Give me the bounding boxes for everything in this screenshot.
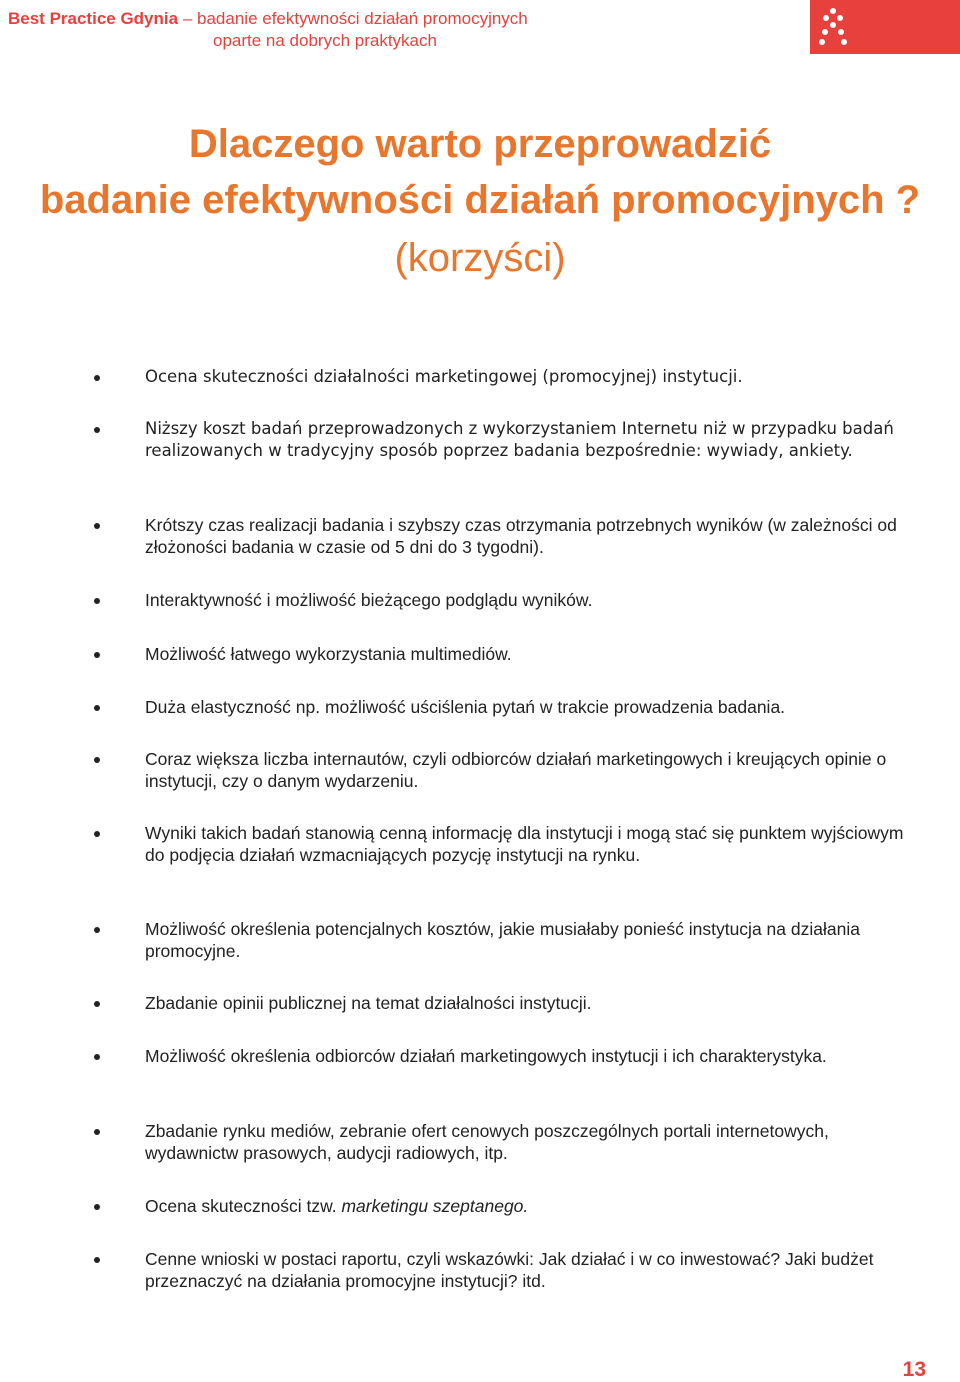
header-brand: Best Practice Gdynia bbox=[8, 9, 179, 28]
bullet-icon bbox=[94, 1001, 100, 1007]
bullet-icon bbox=[94, 927, 100, 933]
bullet-icon bbox=[94, 831, 100, 837]
header-subtitle-line2: oparte na dobrych praktykach bbox=[213, 31, 437, 50]
list-item-text: Cenne wnioski w postaci raportu, czyli wskazówki: Jak działać i w co inwestować? Jaki budżet przeznaczyć na działania promocyjne instytucji? itd. bbox=[145, 1249, 874, 1291]
list-item-text: Zbadanie rynku mediów, zebranie ofert cenowych poszczególnych portali internetowych, wydawnictw prasowych, audycji radiowych, itp. bbox=[145, 1121, 829, 1163]
bullet-icon bbox=[94, 523, 100, 529]
bullet-icon bbox=[94, 375, 100, 381]
list-item-text bbox=[145, 1195, 905, 1217]
bullet-icon bbox=[94, 757, 100, 763]
page-number: 13 bbox=[902, 1358, 926, 1381]
list-item-text: Wyniki takich badań stanowią cenną informację dla instytucji i mogą stać się punktem wyjściowym do podjęcia działań wzmacniających pozycję instytucji na rynku. bbox=[145, 823, 904, 865]
list-item-text: Możliwość określenia odbiorców działań marketingowych instytucji i ich charakterystyka. bbox=[145, 1046, 827, 1066]
page-header bbox=[8, 8, 788, 52]
title-line-1: Dlaczego warto przeprowadzić bbox=[188, 122, 772, 166]
list-item-text: Krótszy czas realizacji badania i szybszy czas otrzymania potrzebnych wyników (w zależności od złożoności badania w czasie od 5 dni do 3 tygodni). bbox=[145, 515, 897, 557]
bullet-icon bbox=[94, 705, 100, 711]
list-item-text-emphasis: marketingu szeptanego. bbox=[341, 1196, 529, 1216]
bullet-icon bbox=[94, 1204, 100, 1210]
title-line-3: (korzyści) bbox=[394, 236, 566, 280]
header-line-1 bbox=[8, 8, 788, 30]
header-subtitle-line1: badanie efektywności działań promocyjnych bbox=[197, 9, 528, 28]
bullet-icon bbox=[94, 1054, 100, 1060]
title-line-2: badanie efektywności działań promocyjnych ? bbox=[39, 178, 921, 222]
bullet-icon bbox=[94, 1129, 100, 1135]
page-title bbox=[0, 116, 960, 288]
list-item-text: Zbadanie opinii publicznej na temat działalności instytucji. bbox=[145, 993, 592, 1013]
bullet-icon bbox=[94, 1257, 100, 1263]
list-item-text: Coraz większa liczba internautów, czyli odbiorców działań marketingowych i kreujących opinie o instytucji, czy o danym wydarzeniu. bbox=[145, 749, 887, 791]
list-item-text: Możliwość łatwego wykorzystania multimediów. bbox=[145, 644, 512, 664]
dot-pattern-logo-icon bbox=[810, 0, 960, 54]
bullet-icon bbox=[94, 598, 100, 604]
list-item-text: Niższy koszt badań przeprowadzonych z wykorzystaniem Internetu niż w przypadku badań realizowanych w tradycyjny sposób poprzez badania bezpośrednie: wywiady, ankiety. bbox=[145, 419, 894, 460]
bullet-icon bbox=[94, 652, 100, 658]
list-item-text: Interaktywność i możliwość bieżącego podglądu wyników. bbox=[145, 590, 593, 610]
list-item-text: Duża elastyczność np. możliwość uściślenia pytań w trakcie prowadzenia badania. bbox=[145, 697, 786, 717]
list-item-text-prefix: Ocena skuteczności tzw. bbox=[145, 1196, 342, 1216]
bullet-icon bbox=[94, 427, 100, 433]
header-dash: – bbox=[182, 9, 193, 28]
list-item-text: Ocena skuteczności działalności marketingowej (promocyjnej) instytucji. bbox=[145, 367, 743, 386]
list-item-text: Możliwość określenia potencjalnych kosztów, jakie musiałaby ponieść instytucja na działania promocyjne. bbox=[145, 919, 860, 961]
